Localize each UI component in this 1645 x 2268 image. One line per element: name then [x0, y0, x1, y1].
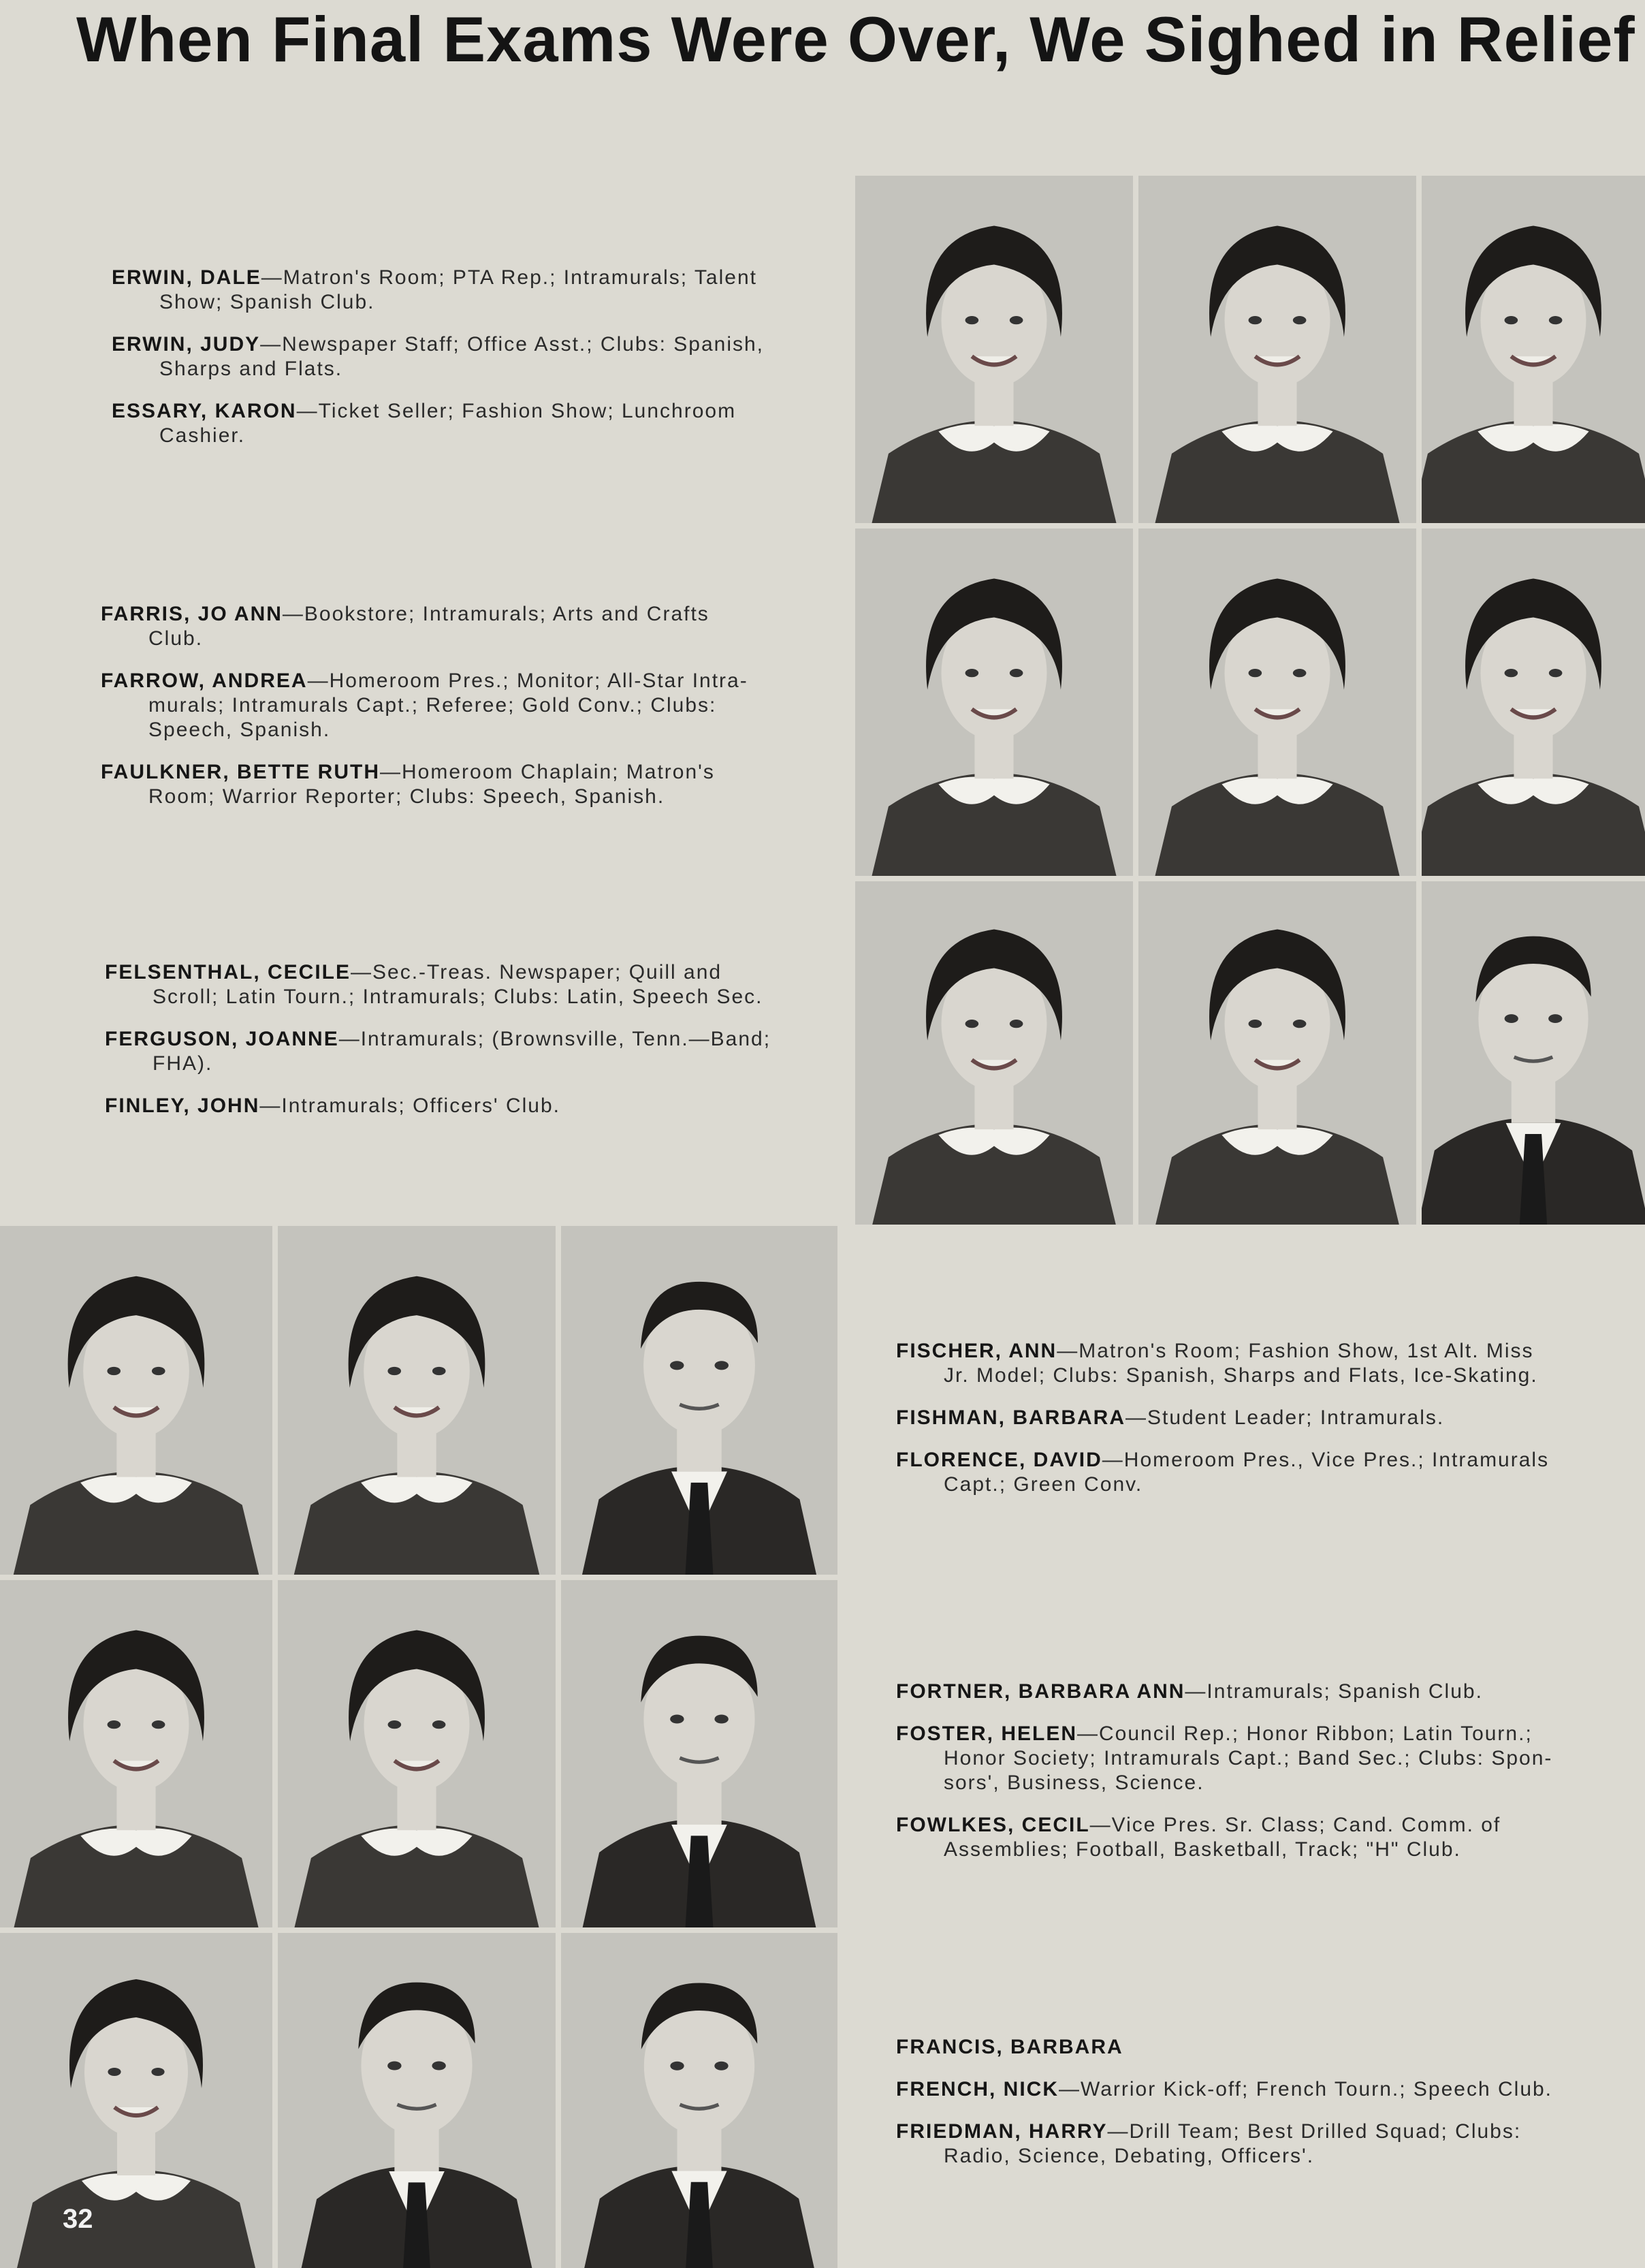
entry: [112, 399, 810, 448]
entry-name: FARRIS, JO ANN: [101, 603, 283, 625]
portrait-photo: [1422, 529, 1645, 876]
entry-text: —Homeroom Pres., Vice Pres.; Intramurals: [1102, 1449, 1550, 1471]
entry: [101, 602, 797, 651]
entry: [896, 2120, 1592, 2169]
entry: [112, 332, 810, 381]
entry-text: Jr. Model; Clubs: Spanish, Sharps and Flats, Ice-Skating.: [944, 1364, 1538, 1387]
entry-group-fischer: [896, 1339, 1592, 1515]
entry: [105, 1027, 799, 1076]
entry: [896, 1813, 1592, 1862]
portrait-grid-top-right: [855, 176, 1645, 1225]
entry: [101, 760, 797, 809]
entry-text: Assemblies; Football, Basketball, Track; "H" Club.: [944, 1838, 1461, 1861]
page-title: When Final Exams Were Over, We Sighed in Relief: [76, 3, 1635, 75]
entry-text: —Newspaper Staff; Office Asst.; Clubs: Spanish,: [260, 333, 765, 356]
entry: [896, 1339, 1592, 1388]
entry-text: —Intramurals; (Brownsville, Tenn.—Band;: [338, 1028, 771, 1050]
entry: [101, 669, 797, 742]
entry-group-francis: [896, 2035, 1592, 2186]
entry-text: —Vice Pres. Sr. Class; Cand. Comm. of: [1089, 1814, 1501, 1836]
entry: [896, 1448, 1592, 1497]
entry-text: Club.: [148, 627, 204, 650]
entry-text: Sharps and Flats.: [159, 358, 343, 380]
entry-text: —Intramurals; Spanish Club.: [1185, 1680, 1483, 1703]
portrait-photo: [0, 1580, 272, 1927]
entry-text: Room; Warrior Reporter; Clubs: Speech, Spanish.: [148, 785, 665, 808]
portrait-grid-bottom-left: [0, 1226, 837, 2268]
entry-text: FHA).: [153, 1052, 213, 1075]
entry-name: FISHMAN, BARBARA: [896, 1406, 1125, 1429]
entry-text: —Student Leader; Intramurals.: [1125, 1406, 1445, 1429]
entry-text: —Drill Team; Best Drilled Squad; Clubs:: [1107, 2120, 1522, 2143]
entry-name: FINLEY, JOHN: [105, 1094, 260, 1117]
entry-text: —Ticket Seller; Fashion Show; Lunchroom: [296, 400, 737, 422]
entry-text: Honor Society; Intramurals Capt.; Band Sec.; Clubs: Spon-: [944, 1747, 1553, 1769]
entry-name: ERWIN, DALE: [112, 266, 261, 289]
entry-text: Speech, Spanish.: [148, 719, 331, 741]
entry-text: Cashier.: [159, 424, 246, 447]
entry: [105, 960, 799, 1009]
portrait-photo: [855, 176, 1133, 523]
entry-group-erwin: [112, 266, 810, 466]
entry-text: —Bookstore; Intramurals; Arts and Crafts: [282, 603, 709, 625]
entry-text: —Sec.-Treas. Newspaper; Quill and: [351, 961, 722, 983]
entry: [112, 266, 810, 315]
portrait-photo: [278, 1933, 556, 2268]
entry: [896, 1722, 1592, 1795]
entry-name: ERWIN, JUDY: [112, 333, 261, 356]
entry-group-farris: [101, 602, 797, 827]
portrait-photo: [1138, 529, 1416, 876]
entry-text: —Council Rep.; Honor Ribbon; Latin Tourn.;: [1077, 1722, 1533, 1745]
entry-name: FELSENTHAL, CECILE: [105, 961, 351, 983]
entry-text: —Warrior Kick-off; French Tourn.; Speech Club.: [1059, 2078, 1553, 2100]
portrait-photo: [0, 1226, 272, 1575]
entry-text: —Homeroom Pres.; Monitor; All-Star Intra-: [307, 670, 748, 692]
entry-text: Radio, Science, Debating, Officers'.: [944, 2145, 1315, 2167]
entry-name: FLORENCE, DAVID: [896, 1449, 1102, 1471]
portrait-photo: [855, 529, 1133, 876]
entry-name: FERGUSON, JOANNE: [105, 1028, 339, 1050]
portrait-photo: [278, 1226, 556, 1575]
entry: [896, 1406, 1592, 1430]
page-number: 32: [63, 2204, 93, 2234]
entry-text: Capt.; Green Conv.: [944, 1473, 1143, 1496]
entry: [896, 2035, 1592, 2060]
entry-name: FRENCH, NICK: [896, 2078, 1059, 2100]
entry-text: Scroll; Latin Tourn.; Intramurals; Clubs: Latin, Speech Sec.: [153, 986, 763, 1008]
entry: [896, 1680, 1592, 1704]
entry-name: ESSARY, KARON: [112, 400, 297, 422]
entry-name: FOWLKES, CECIL: [896, 1814, 1090, 1836]
entry: [105, 1094, 799, 1118]
entry-name: FARROW, ANDREA: [101, 670, 308, 692]
entry-text: —Homeroom Chaplain; Matron's: [380, 761, 715, 783]
entry-text: sors', Business, Science.: [944, 1771, 1204, 1794]
entry-text: —Matron's Room; PTA Rep.; Intramurals; Talent: [261, 266, 757, 289]
entry-text: —Intramurals; Officers' Club.: [259, 1094, 560, 1117]
entry-name: FRANCIS, BARBARA: [896, 2036, 1123, 2058]
entry: [896, 2077, 1592, 2102]
portrait-photo: [561, 1933, 837, 2268]
entry-name: FORTNER, BARBARA ANN: [896, 1680, 1185, 1703]
portrait-photo: [278, 1580, 556, 1927]
portrait-photo: [561, 1580, 837, 1927]
entry-group-felsenthal: [105, 960, 799, 1136]
portrait-photo: [1138, 176, 1416, 523]
entry-name: FRIEDMAN, HARRY: [896, 2120, 1108, 2143]
portrait-photo: [855, 881, 1133, 1225]
portrait-photo: [0, 1933, 272, 2268]
portrait-photo: [1422, 881, 1645, 1225]
title-area: [0, 0, 1645, 109]
portrait-photo: [1422, 176, 1645, 523]
portrait-photo: [1138, 881, 1416, 1225]
entry-name: FAULKNER, BETTE RUTH: [101, 761, 380, 783]
entry-text: —Matron's Room; Fashion Show, 1st Alt. Miss: [1057, 1340, 1534, 1362]
entry-name: FISCHER, ANN: [896, 1340, 1057, 1362]
entry-group-fortner: [896, 1680, 1592, 1880]
entry-text: Show; Spanish Club.: [159, 291, 375, 313]
entry-text: murals; Intramurals Capt.; Referee; Gold Conv.; Clubs:: [148, 694, 717, 716]
entry-name: FOSTER, HELEN: [896, 1722, 1078, 1745]
portrait-photo: [561, 1226, 837, 1575]
